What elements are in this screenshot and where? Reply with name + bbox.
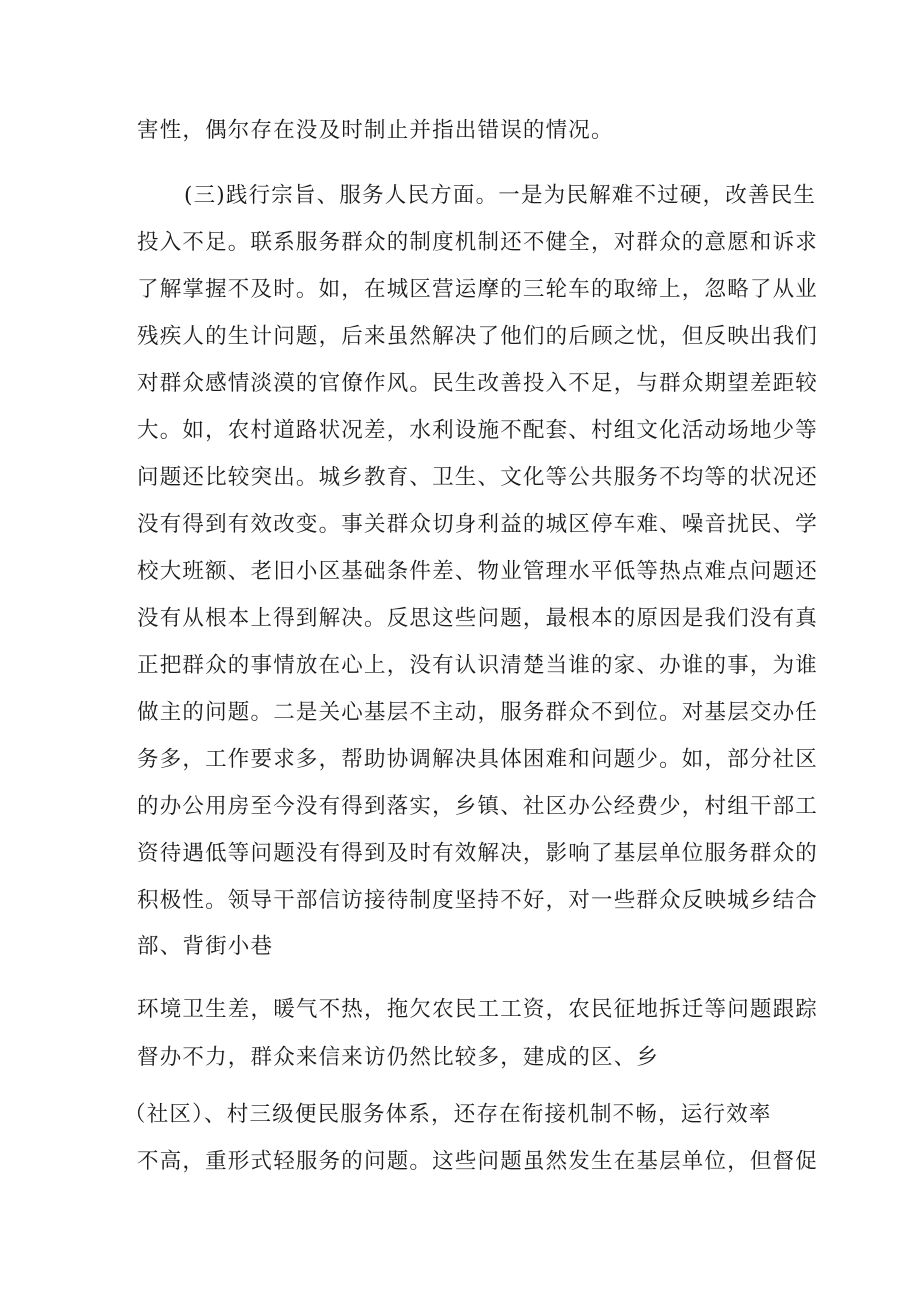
text-line: 大。如，农村道路状况差，水利设施不配套、村组文化活动场地少等 — [137, 418, 819, 443]
paragraph-start-line: (三)践行宗旨、服务人民方面。一是为民解难不过硬，改善民生 — [184, 183, 817, 208]
text-line: 残疾人的生计问题，后来虽然解决了他们的后顾之忧，但反映出我们 — [137, 324, 819, 349]
text-line: 投入不足。联系服务群众的制度机制还不健全，对群众的意愿和诉求 — [137, 230, 819, 255]
text-line: 督办不力，群众来信来访仍然比较多，建成的区、乡 — [137, 1045, 660, 1070]
text-line: 的办公用房至今没有得到落实，乡镇、社区办公经费少，村组干部工 — [137, 794, 819, 819]
text-line: 务多，工作要求多，帮助协调解决具体困难和问题少。如，部分社区 — [137, 747, 819, 772]
text-line: 资待遇低等问题没有得到及时有效解决，影响了基层单位服务群众的 — [137, 841, 819, 866]
text-line: 环境卫生差，暖气不热，拖欠农民工工资，农民征地拆迁等问题跟踪 — [137, 997, 819, 1022]
text-line: （社区）、村三级便民服务体系，还存在衔接机制不畅，运行效率 — [124, 1102, 772, 1127]
text-line: 正把群众的事情放在心上，没有认识清楚当谁的家、办谁的事，为谁 — [137, 653, 819, 678]
text-line: 没有得到有效改变。事关群众切身利益的城区停车难、噪音扰民、学 — [137, 512, 819, 537]
text-line: 做主的问题。二是关心基层不主动，服务群众不到位。对基层交办任 — [137, 700, 819, 725]
text-line: 没有从根本上得到解决。反思这些问题，最根本的原因是我们没有真 — [137, 606, 819, 631]
text-line: 了解掌握不及时。如，在城区营运摩的三轮车的取缔上，忽略了从业 — [137, 277, 819, 302]
text-line: 问题还比较突出。城乡教育、卫生、文化等公共服务不均等的状况还 — [137, 465, 819, 490]
text-line: 对群众感情淡漠的官僚作风。民生改善投入不足，与群众期望差距较 — [137, 371, 819, 396]
text-line: 校大班额、老旧小区基础条件差、物业管理水平低等热点难点问题还 — [137, 559, 819, 584]
text-line: 部、背街小巷 — [137, 934, 274, 959]
text-line: 积极性。领导干部信访接待制度坚持不好，对一些群众反映城乡结合 — [137, 888, 819, 913]
text-line: 害性，偶尔存在没及时制止并指出错误的情况。 — [137, 118, 614, 143]
text-line: 不高，重形式轻服务的问题。这些问题虽然发生在基层单位，但督促 — [137, 1149, 819, 1174]
